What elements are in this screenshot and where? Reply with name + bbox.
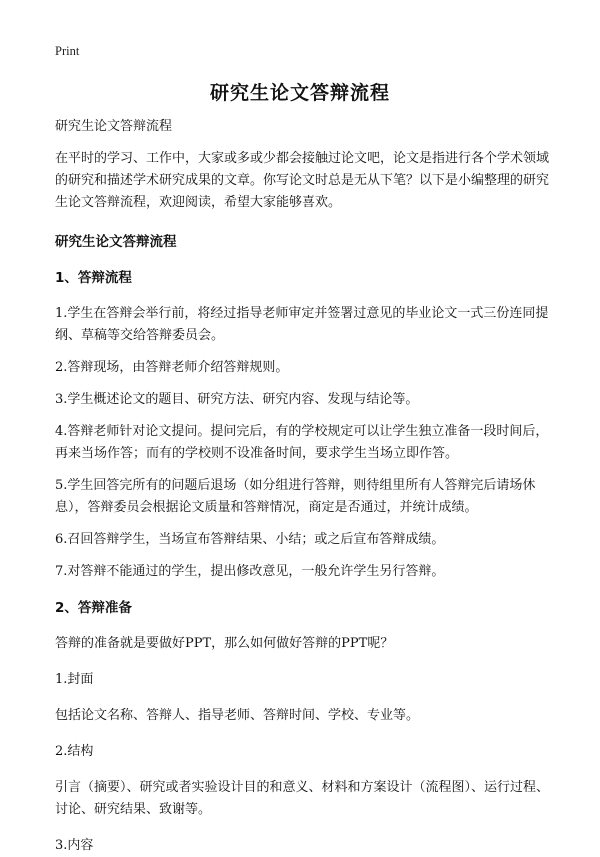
part1-heading: 1、答辩流程 <box>55 270 132 286</box>
step-item: 5.学生回答完所有的问题后退场（如分组进行答辩，则待组里所有人答辩完后请场休息），答辩委员会根据论文质量和答辩情况，商定是否通过，并统计成绩。 <box>55 478 536 515</box>
prep-item-label: 3.内容 <box>55 838 94 853</box>
prep-item-text: 引言（摘要）、研究或者实验设计目的和意义、材料和方案设计（流程图）、运行过程、讨论、研究结果、致谢等。 <box>55 780 550 817</box>
step-item: 2.答辩现场，由答辩老师介绍答辩规则。 <box>55 360 289 375</box>
article-body <box>55 116 549 857</box>
part2-intro: 答辩的准备就是要做好PPT，那么如何做好答辩的PPT呢？ <box>55 636 394 651</box>
article-subtitle: 研究生论文答辩流程 <box>55 119 173 134</box>
step-item: 1.学生在答辩会举行前，将经过指导老师审定并签署过意见的毕业论文一式三份连同提纲、草稿等交给答辩委员会。 <box>55 306 549 343</box>
intro-paragraph: 在平时的学习、工作中，大家或多或少都会接触过论文吧，论文是指进行各个学术领域的研究和描述学术研究成果的文章。你写论文时总是无从下笔？以下是小编整理的研究生论文答辩流程，欢迎阅读，希望大家能够喜欢。 <box>55 151 550 210</box>
step-item: 7.对答辩不能通过的学生，提出修改意见，一般允许学生另行答辩。 <box>55 564 445 579</box>
print-link[interactable]: Print <box>55 44 80 58</box>
prep-item-label: 1.封面 <box>55 672 94 687</box>
page-title: 研究生论文答辩流程 <box>209 82 390 104</box>
prep-item-label: 2.结构 <box>55 744 94 759</box>
step-item: 6.召回答辩学生，当场宣布答辩结果、小结；或之后宣布答辩成绩。 <box>55 532 445 547</box>
prep-item-text: 包括论文名称、答辩人、指导老师、答辩时间、学校、专业等。 <box>55 708 420 723</box>
part2-heading: 2、答辩准备 <box>55 600 132 616</box>
section-heading: 研究生论文答辩流程 <box>55 234 177 250</box>
step-item: 4.答辩老师针对论文提问。提问完后，有的学校规定可以让学生独立准备一段时间后，再来当场作答；而有的学校则不设准备时间，要求学生当场立即作答。 <box>55 424 549 461</box>
step-item: 3.学生概述论文的题目、研究方法、研究内容、发现与结论等。 <box>55 392 419 407</box>
